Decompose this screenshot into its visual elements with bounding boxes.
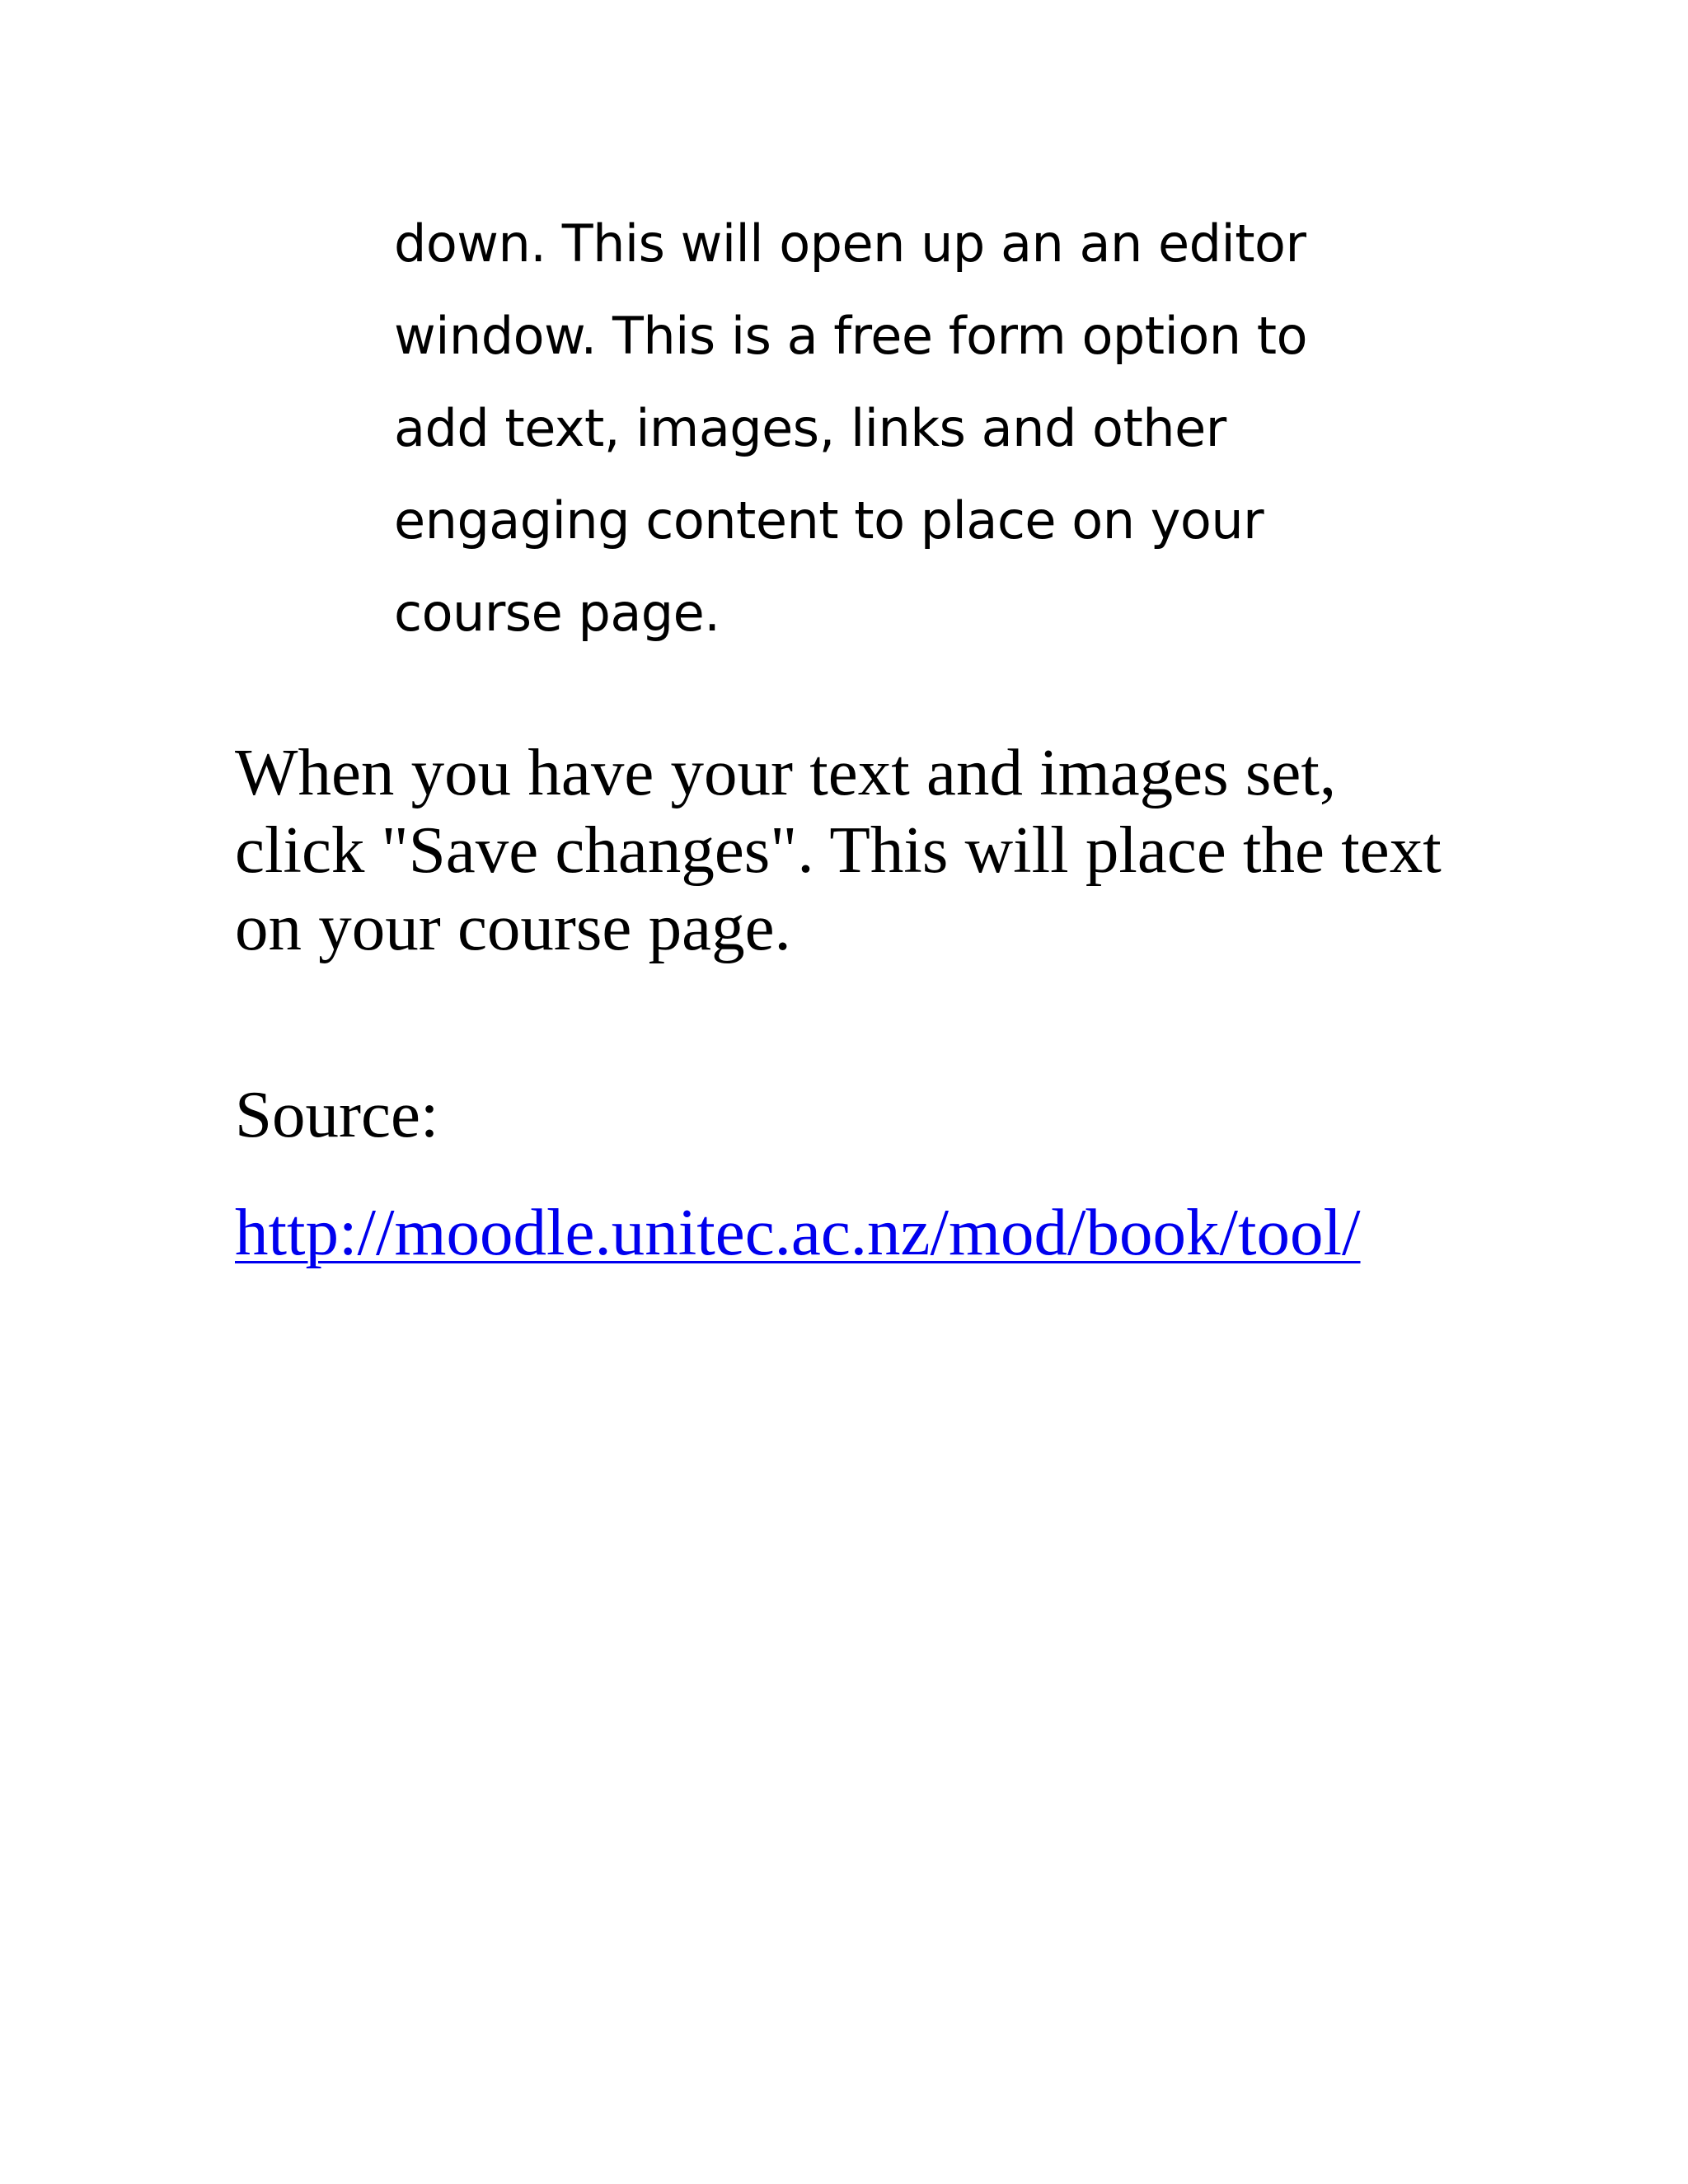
paragraph-line: click "Save changes". This will place the text: [235, 813, 1442, 887]
source-label: Source:: [235, 1077, 439, 1151]
instruction-line: engaging content to place on your: [394, 490, 1264, 551]
save-changes-paragraph: [235, 733, 1471, 966]
instruction-line: add text, images, links and other: [394, 398, 1226, 458]
instruction-line: window. This is a free form option to: [394, 306, 1308, 366]
paragraph-line: on your course page.: [235, 890, 791, 964]
indented-instructions: [394, 198, 1465, 659]
instruction-line: down. This will open up an an editor: [394, 213, 1306, 274]
paragraph-line: When you have your text and images set,: [235, 735, 1337, 809]
instruction-line: course page.: [394, 583, 720, 643]
source-link[interactable]: http://moodle.unitec.ac.nz/mod/book/tool/: [235, 1195, 1361, 1269]
